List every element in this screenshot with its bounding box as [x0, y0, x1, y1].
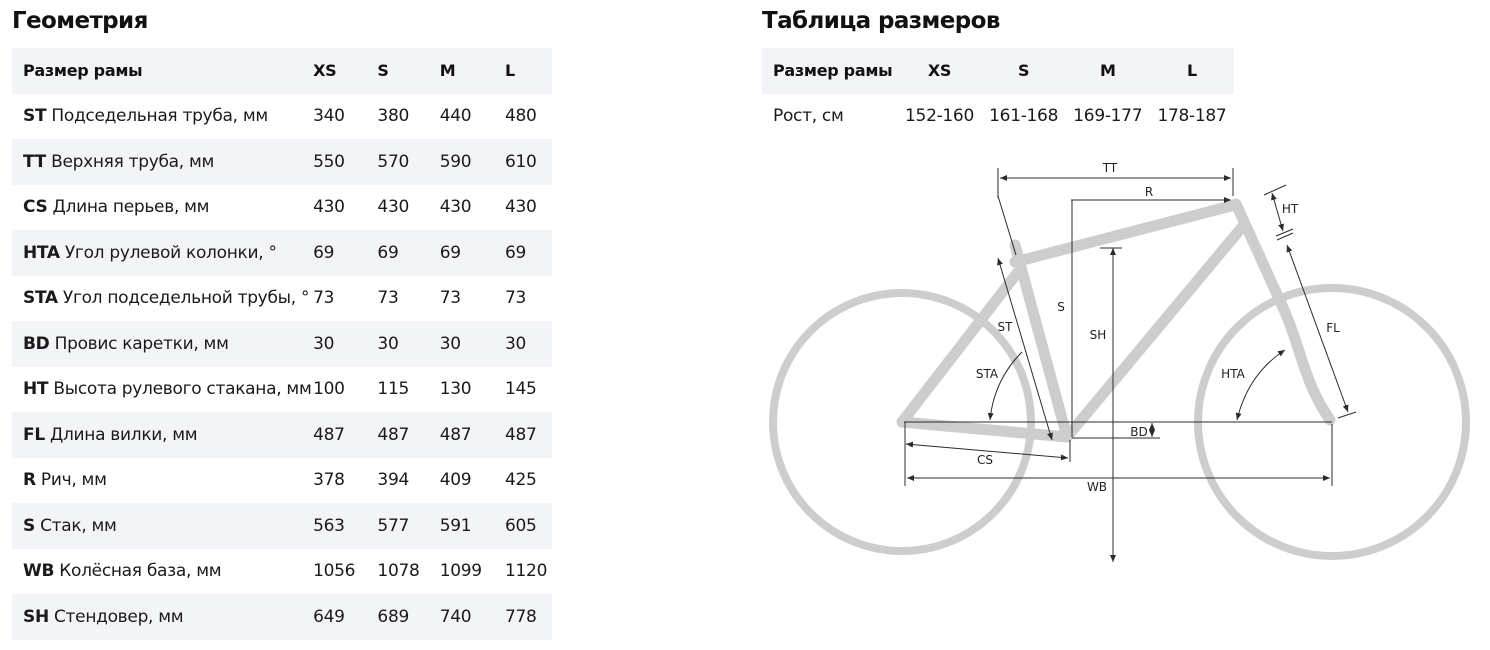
value-l: 425	[505, 470, 537, 491]
row-description: Угол рулевой колонки, °	[64, 242, 277, 263]
value-l: 1120	[505, 561, 548, 582]
label-wb: WB	[1086, 480, 1108, 494]
row-label	[12, 321, 313, 367]
height-range-l: 178-187	[1157, 106, 1227, 127]
row-label	[12, 139, 313, 185]
row-label	[12, 94, 313, 140]
row-abbr: SH	[23, 606, 49, 627]
value-xs: 378	[313, 470, 345, 491]
table-row	[12, 139, 552, 185]
geometry-header-row	[12, 48, 552, 94]
row-description: Рич, мм	[40, 470, 107, 491]
value-s: 1078	[377, 561, 420, 582]
row-abbr: STA	[23, 288, 58, 309]
value-l: 487	[505, 412, 552, 458]
row-description: Длина перьев, мм	[52, 197, 210, 218]
value-xs: 340	[313, 106, 345, 127]
label-st: ST	[997, 320, 1013, 334]
row-label	[12, 367, 313, 413]
row-label	[12, 549, 313, 595]
height-range-m: 169-177	[1073, 106, 1143, 127]
row-label	[12, 594, 313, 640]
row-label	[12, 230, 313, 276]
table-row	[12, 458, 552, 504]
row-label	[12, 458, 313, 504]
row-description: Подседельная труба, мм	[51, 106, 268, 127]
value-m: 430	[439, 197, 472, 218]
value-xs: 100	[313, 379, 345, 400]
table-row	[12, 367, 552, 413]
table-row	[12, 412, 552, 458]
size-chart-title: Таблица размеров	[762, 8, 1000, 34]
size-chart-table	[762, 48, 1234, 139]
value-m: 1099	[439, 561, 482, 582]
row-description: Стендовер, мм	[53, 606, 184, 627]
row-abbr: R	[23, 470, 36, 491]
value-l: 610	[505, 139, 552, 185]
value-m: 487	[440, 412, 505, 458]
row-description: Провис каретки, мм	[54, 333, 229, 354]
value-s: 380	[377, 106, 409, 127]
row-description: Длина вилки, мм	[49, 424, 198, 445]
value-l: 69	[505, 230, 552, 276]
label-bd: BD	[1130, 425, 1148, 439]
top-tube	[1015, 205, 1235, 262]
value-l: 73	[505, 288, 527, 309]
value-s: 115	[377, 379, 409, 400]
frame-size-header: Размер рамы	[12, 48, 313, 94]
row-description: Верхняя труба, мм	[51, 151, 215, 172]
row-label	[12, 276, 313, 322]
value-s: 570	[377, 139, 439, 185]
row-abbr: BD	[23, 333, 50, 354]
label-hta: HTA	[1221, 367, 1245, 381]
size-header-s: S	[982, 48, 1066, 94]
value-l: 430	[505, 197, 537, 218]
value-l: 30	[505, 321, 552, 367]
row-description: Высота рулевого стакана, мм	[53, 379, 312, 400]
size-header-l: L	[1150, 48, 1234, 94]
value-s: 69	[377, 230, 439, 276]
label-sh: SH	[1089, 328, 1107, 342]
value-m: 440	[439, 106, 472, 127]
size-chart-header-row	[762, 48, 1234, 94]
row-abbr: S	[23, 515, 35, 536]
value-xs: 430	[313, 197, 345, 218]
row-label	[12, 503, 313, 549]
chainstay	[902, 422, 1067, 437]
size-header-m: M	[440, 48, 505, 94]
value-xs: 649	[313, 594, 377, 640]
value-s: 577	[377, 503, 439, 549]
value-m: 69	[440, 230, 505, 276]
value-s: 30	[377, 321, 439, 367]
value-xs: 30	[313, 321, 377, 367]
value-m: 73	[439, 288, 461, 309]
label-fl: FL	[1326, 321, 1340, 335]
value-s: 430	[377, 197, 409, 218]
value-xs: 69	[313, 230, 377, 276]
value-l: 480	[505, 106, 537, 127]
value-s: 73	[377, 288, 399, 309]
row-abbr: HTA	[23, 242, 60, 263]
row-label	[12, 185, 313, 231]
value-s: 394	[377, 470, 409, 491]
value-m: 740	[440, 594, 505, 640]
table-row	[12, 94, 552, 140]
size-header-s: S	[377, 48, 439, 94]
row-abbr: WB	[23, 561, 55, 582]
bike-geometry-diagram	[760, 150, 1480, 570]
size-header-xs: XS	[313, 48, 377, 94]
value-m: 30	[440, 321, 505, 367]
table-row	[762, 94, 1234, 140]
row-abbr: CS	[23, 197, 48, 218]
height-range-s: 161-168	[989, 106, 1059, 127]
value-s: 487	[377, 412, 439, 458]
frame-size-header: Размер рамы	[762, 48, 897, 94]
label-ht: HT	[1281, 202, 1299, 216]
value-m: 591	[440, 503, 505, 549]
row-abbr: TT	[23, 151, 46, 172]
size-header-l: L	[505, 48, 552, 94]
label-s: S	[1057, 300, 1065, 314]
label-tt: TT	[1102, 161, 1118, 175]
table-row	[12, 594, 552, 640]
rider-height-label: Рост, см	[773, 106, 844, 127]
height-range-xs: 152-160	[905, 106, 974, 127]
value-m: 130	[439, 379, 472, 400]
row-description: Стак, мм	[40, 515, 117, 536]
value-m: 409	[439, 470, 472, 491]
table-row	[12, 276, 552, 322]
fork	[1256, 248, 1330, 420]
value-xs: 73	[313, 288, 335, 309]
value-xs: 1056	[313, 561, 356, 582]
value-l: 605	[505, 503, 552, 549]
size-header-xs: XS	[897, 48, 981, 94]
value-l: 145	[505, 379, 537, 400]
value-xs: 563	[313, 503, 377, 549]
row-abbr: HT	[23, 379, 49, 400]
geometry-table	[12, 48, 552, 640]
row-label	[12, 412, 313, 458]
row-description: Угол подседельной трубы, °	[62, 288, 310, 309]
geometry-title: Геометрия	[12, 8, 148, 34]
table-row	[12, 185, 552, 231]
label-cs: CS	[977, 453, 993, 467]
value-xs: 550	[313, 139, 377, 185]
row-abbr: FL	[23, 424, 45, 445]
row-description: Колёсная база, мм	[59, 561, 222, 582]
value-l: 778	[505, 594, 552, 640]
value-xs: 487	[313, 412, 377, 458]
table-row	[12, 503, 552, 549]
value-m: 590	[440, 139, 505, 185]
table-row	[12, 230, 552, 276]
bike-frame	[773, 204, 1466, 556]
table-row	[12, 549, 552, 595]
label-sta: STA	[975, 367, 999, 381]
value-s: 689	[377, 594, 439, 640]
table-row	[12, 321, 552, 367]
label-r: R	[1144, 185, 1154, 199]
row-abbr: ST	[23, 106, 47, 127]
size-header-m: M	[1066, 48, 1150, 94]
